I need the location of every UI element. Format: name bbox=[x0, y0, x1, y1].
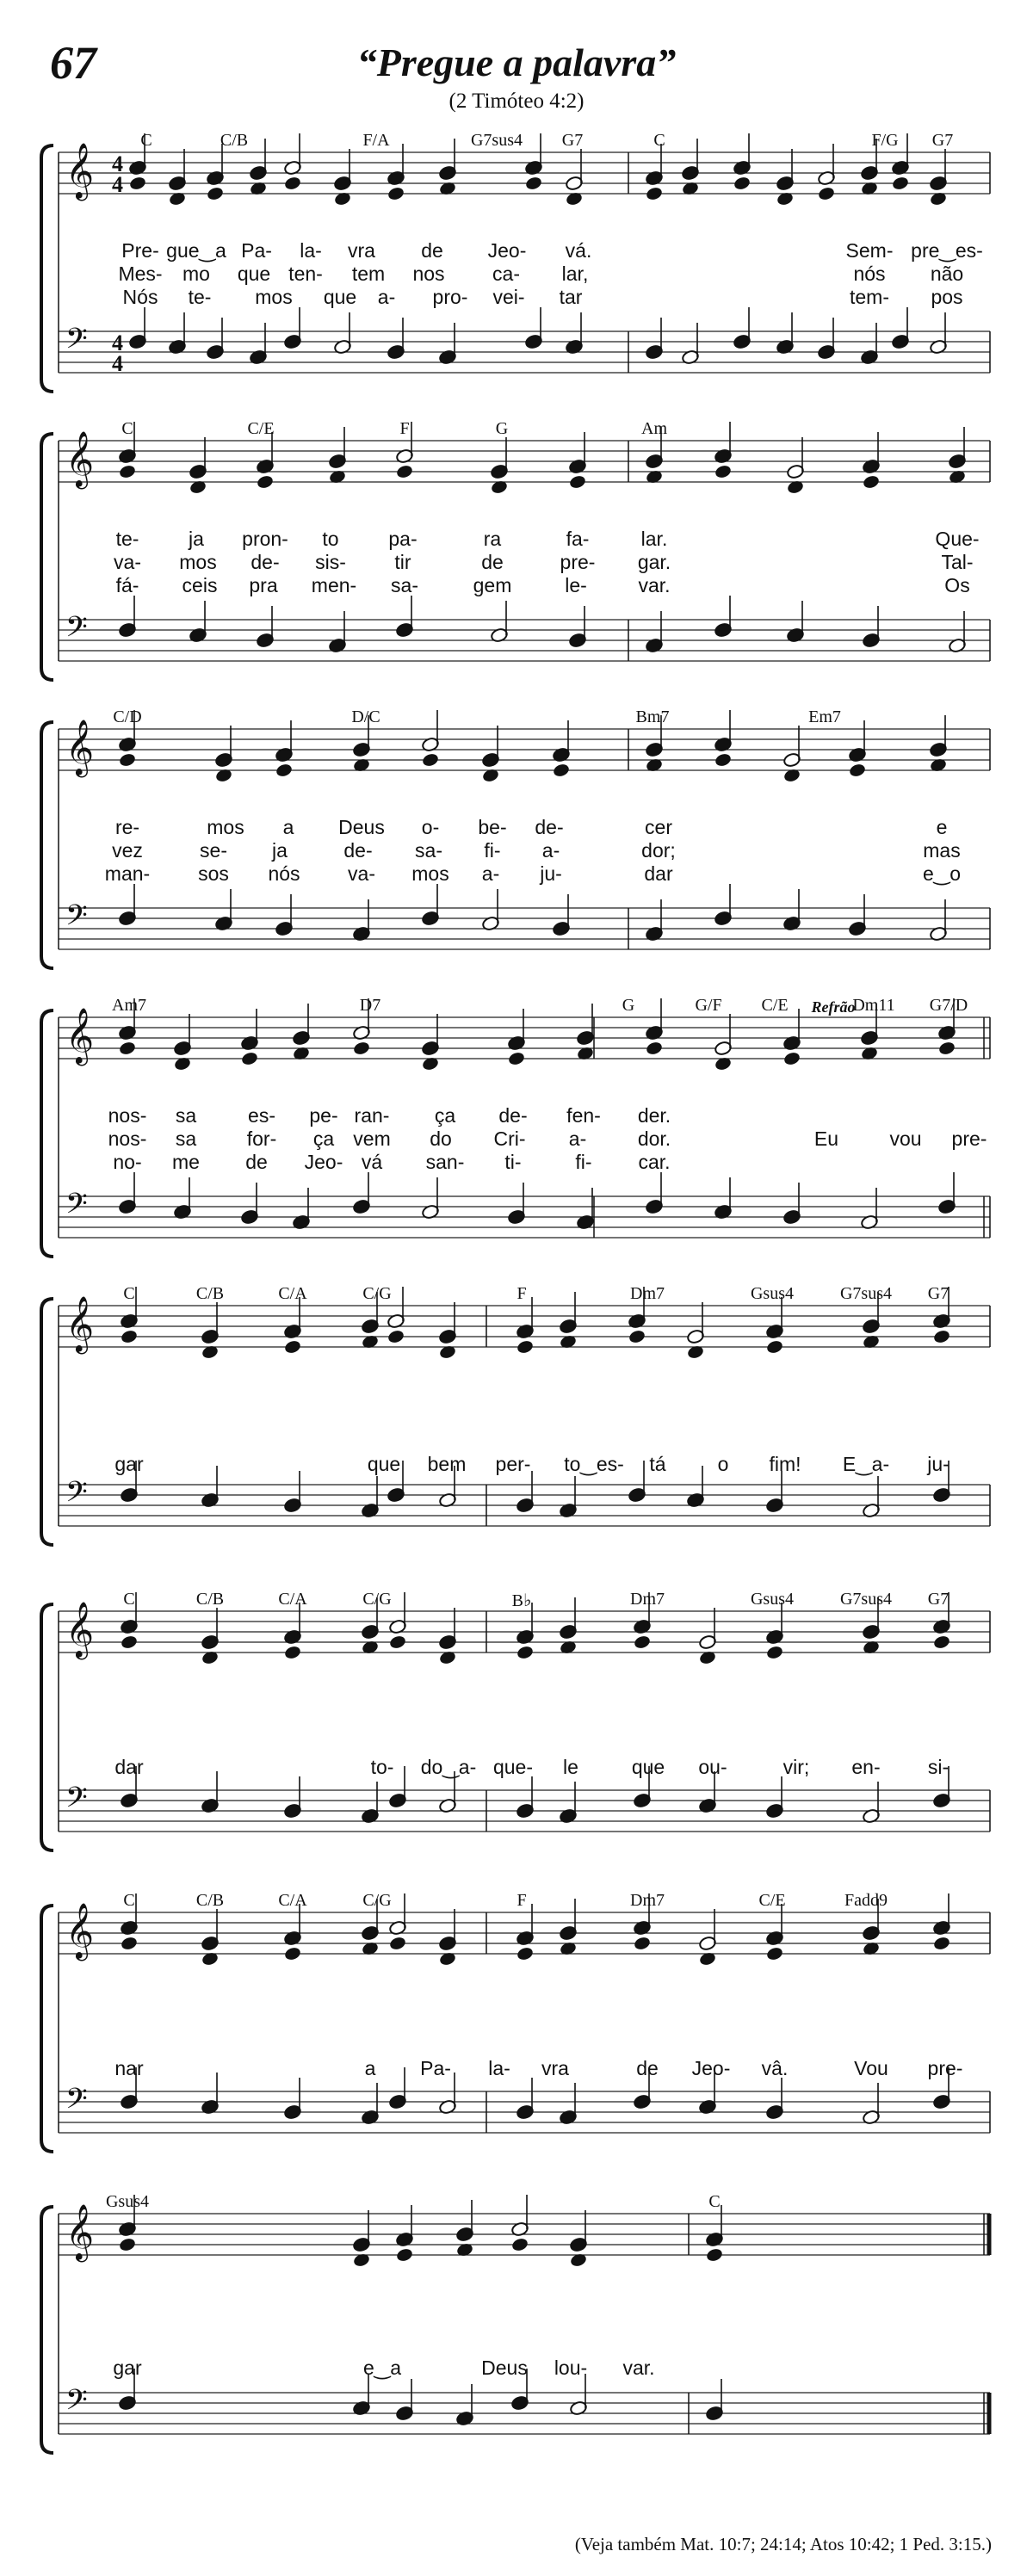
lyric-syllable: es- bbox=[248, 1104, 275, 1127]
lyric-syllable: Sem- bbox=[845, 239, 894, 262]
lyric-syllable: sos bbox=[198, 862, 229, 885]
lyric-syllable: ti- bbox=[504, 1151, 522, 1173]
chord-symbol: Fadd9 bbox=[844, 1891, 888, 1910]
lyric-syllable: Tal- bbox=[941, 551, 974, 573]
song-number: 67 bbox=[50, 37, 96, 89]
lyric-syllable: ja bbox=[272, 839, 288, 862]
lyric-syllable: ou- bbox=[698, 1756, 727, 1778]
chord-symbol: Bm7 bbox=[635, 707, 670, 726]
lyric-syllable: pra bbox=[249, 574, 278, 596]
lyric-syllable: te- bbox=[188, 286, 212, 308]
chord-symbol: C bbox=[653, 131, 665, 150]
lyric-syllable: vra bbox=[348, 239, 375, 262]
bass-clef-icon: 𝄢 bbox=[65, 1476, 88, 1516]
chord-symbol: Dm11 bbox=[852, 996, 895, 1015]
lyric-syllable: sa bbox=[175, 1127, 197, 1150]
chord-symbol: C bbox=[140, 131, 152, 150]
lyric-syllable: dar bbox=[644, 862, 673, 885]
lyric-syllable: to‿es- bbox=[564, 1453, 624, 1475]
lyric-syllable: nós bbox=[268, 862, 300, 885]
lyric-syllable: ceis bbox=[182, 574, 218, 596]
chord-symbol: Dm7 bbox=[630, 1284, 665, 1303]
lyric-syllable: dar bbox=[114, 1756, 144, 1778]
lyric-syllable: nar bbox=[114, 2057, 144, 2079]
chord-symbol: C bbox=[123, 1284, 135, 1303]
lyric-syllable: fim! bbox=[769, 1453, 801, 1475]
lyric-syllable: Mes- bbox=[118, 263, 163, 285]
lyric-syllable: va- bbox=[114, 551, 141, 573]
lyric-syllable: ca- bbox=[492, 263, 520, 285]
lyric-syllable: gue‿a bbox=[166, 239, 226, 262]
note-head bbox=[395, 2247, 413, 2263]
chord-symbol: C bbox=[123, 1891, 135, 1910]
lyric-syllable: Deus bbox=[338, 816, 385, 838]
chord-symbol: Am7 bbox=[112, 996, 146, 1015]
lyric-syllable: man- bbox=[104, 862, 151, 885]
lyric-syllable: do bbox=[430, 1127, 452, 1150]
lyric-syllable: men- bbox=[311, 574, 357, 596]
lyric-syllable: Deus bbox=[481, 2357, 528, 2379]
treble-clef-icon: 𝄞 bbox=[65, 143, 95, 199]
chord-symbol: F bbox=[516, 1891, 527, 1910]
chord-symbol: C bbox=[121, 419, 133, 438]
chord-symbol: G7/D bbox=[929, 996, 968, 1015]
lyric-syllable: fá- bbox=[115, 574, 139, 596]
chord-symbol: C/E bbox=[247, 419, 275, 438]
lyric-syllable: ran- bbox=[354, 1104, 390, 1127]
lyric-syllable: a bbox=[282, 816, 294, 838]
treble-clef-icon: 𝄞 bbox=[65, 1296, 95, 1352]
time-signature: 4 bbox=[112, 351, 123, 376]
chord-symbol: C/B bbox=[195, 1891, 225, 1910]
lyric-syllable: Pa- bbox=[241, 239, 272, 262]
lyric-syllable: que- bbox=[492, 1756, 534, 1778]
lyric-syllable: vei- bbox=[492, 286, 525, 308]
treble-clef-icon: 𝄞 bbox=[65, 1008, 95, 1064]
chord-symbol: Dm7 bbox=[630, 1590, 665, 1609]
lyric-syllable: ju- bbox=[927, 1453, 949, 1475]
lyric-syllable: pron- bbox=[242, 528, 288, 550]
lyric-syllable: le- bbox=[565, 574, 587, 596]
chord-symbol: G7sus4 bbox=[470, 131, 523, 150]
chord-symbol: C/A bbox=[278, 1284, 307, 1303]
lyric-syllable: não bbox=[930, 263, 964, 285]
chord-symbol: Gsus4 bbox=[105, 2192, 150, 2211]
bass-clef-icon: 𝄢 bbox=[65, 1188, 88, 1227]
lyric-syllable: lou- bbox=[554, 2357, 588, 2379]
lyric-syllable: de bbox=[636, 2057, 659, 2079]
chord-symbol: C/G bbox=[362, 1284, 392, 1303]
lyric-syllable: de bbox=[481, 551, 504, 573]
chord-symbol: C bbox=[708, 2192, 721, 2211]
lyric-syllable: san- bbox=[425, 1151, 465, 1173]
lyric-syllable: fi- bbox=[484, 839, 501, 862]
lyric-syllable: nos bbox=[412, 263, 445, 285]
lyric-syllable: e‿a bbox=[362, 2357, 402, 2379]
lyric-syllable: ten- bbox=[288, 263, 323, 285]
lyric-syllable: E‿a- bbox=[842, 1453, 890, 1475]
lyric-syllable: de bbox=[245, 1151, 268, 1173]
time-signature: 4 bbox=[112, 151, 123, 176]
chord-symbol: Dm7 bbox=[630, 1891, 665, 1910]
lyric-syllable: a- bbox=[568, 1127, 587, 1150]
lyric-syllable: sa bbox=[175, 1104, 197, 1127]
treble-clef-icon: 𝄞 bbox=[65, 1903, 95, 1959]
chord-symbol: G7 bbox=[561, 131, 584, 150]
lyric-syllable: nós bbox=[853, 263, 886, 285]
lyric-syllable: be- bbox=[478, 816, 507, 838]
bass-clef-icon: 𝄢 bbox=[65, 2083, 88, 2122]
chord-symbol: Am bbox=[641, 419, 667, 438]
lyric-syllable: la- bbox=[300, 239, 322, 262]
lyric-syllable: Cri- bbox=[493, 1127, 526, 1150]
lyric-syllable: per- bbox=[495, 1453, 531, 1475]
lyric-syllable: dor. bbox=[637, 1127, 671, 1150]
chord-symbol: C/B bbox=[195, 1590, 225, 1609]
lyric-syllable: se- bbox=[200, 839, 227, 862]
lyric-syllable: ra bbox=[483, 528, 502, 550]
lyric-syllable: te- bbox=[115, 528, 139, 550]
chord-symbol: C/G bbox=[362, 1891, 392, 1910]
chord-symbol: F bbox=[399, 419, 410, 438]
lyric-syllable: vra bbox=[541, 2057, 569, 2079]
note-head bbox=[118, 2237, 136, 2252]
lyric-syllable: Os bbox=[944, 574, 970, 596]
refrain-label: Refrão bbox=[811, 998, 856, 1016]
lyric-syllable: Que- bbox=[935, 528, 980, 550]
lyric-syllable: vâ. bbox=[761, 2057, 789, 2079]
song-title: “Pregue a palavra” bbox=[356, 40, 677, 84]
system-brace bbox=[41, 2207, 53, 2453]
lyric-syllable: la- bbox=[488, 2057, 510, 2079]
lyric-syllable: pre- bbox=[560, 551, 596, 573]
lyric-syllable: o- bbox=[421, 816, 440, 838]
note-head bbox=[705, 2247, 723, 2263]
lyric-syllable: Eu bbox=[813, 1127, 839, 1150]
lyric-syllable: var. bbox=[638, 574, 671, 596]
chord-symbol: G/F bbox=[695, 996, 722, 1015]
lyric-syllable: ça bbox=[312, 1127, 335, 1150]
chord-symbol: C/A bbox=[278, 1590, 307, 1609]
lyric-syllable: vem bbox=[353, 1127, 391, 1150]
lyric-syllable: mos bbox=[411, 862, 449, 885]
scripture-reference: (2 Timóteo 4:2) bbox=[448, 90, 585, 113]
chord-symbol: C/E bbox=[758, 1891, 786, 1910]
bass-clef-icon: 𝄢 bbox=[65, 899, 88, 939]
lyric-syllable: gem bbox=[473, 574, 512, 596]
lyric-syllable: der. bbox=[637, 1104, 671, 1127]
lyric-syllable: mos bbox=[255, 286, 293, 308]
lyric-syllable: fi- bbox=[575, 1151, 592, 1173]
bass-clef-icon: 𝄢 bbox=[65, 611, 88, 651]
lyric-syllable: a bbox=[364, 2057, 376, 2079]
lyric-syllable: pre- bbox=[927, 2057, 963, 2079]
lyric-syllable: to- bbox=[370, 1756, 394, 1778]
chord-symbol: G7 bbox=[927, 1284, 949, 1303]
chord-symbol: Em7 bbox=[808, 707, 841, 726]
lyric-syllable: de- bbox=[251, 551, 280, 573]
lyric-syllable: bem bbox=[427, 1453, 467, 1475]
lyric-syllable: mas bbox=[923, 839, 961, 862]
lyric-syllable: pre‿es- bbox=[911, 239, 983, 262]
lyric-syllable: re- bbox=[114, 816, 140, 838]
lyric-syllable: nos- bbox=[108, 1104, 147, 1127]
lyric-syllable: gar bbox=[114, 1453, 144, 1475]
lyric-syllable: e bbox=[936, 816, 948, 838]
lyric-syllable: que bbox=[631, 1756, 665, 1778]
chord-symbol: F/G bbox=[871, 131, 899, 150]
lyric-syllable: ju- bbox=[540, 862, 562, 885]
chord-symbol: C/B bbox=[195, 1284, 225, 1303]
treble-clef-icon: 𝄞 bbox=[65, 1602, 95, 1658]
chord-symbol: D/C bbox=[351, 707, 380, 726]
lyric-syllable: sa- bbox=[415, 839, 442, 862]
lyric-syllable: de- bbox=[535, 816, 564, 838]
lyric-syllable: fa- bbox=[566, 528, 590, 550]
chord-symbol: G bbox=[622, 996, 635, 1015]
lyric-syllable: pe- bbox=[309, 1104, 338, 1127]
lyric-syllable: vir; bbox=[782, 1756, 810, 1778]
footnote: (Veja também Mat. 10:7; 24:14; Atos 10:42; 1 Ped. 3:15.) bbox=[574, 2534, 992, 2554]
chord-symbol: C bbox=[123, 1590, 135, 1609]
chord-symbol: G7sus4 bbox=[839, 1284, 893, 1303]
lyric-syllable: pre- bbox=[951, 1127, 987, 1150]
lyric-syllable: pos bbox=[931, 286, 963, 308]
lyric-syllable: tir bbox=[394, 551, 411, 573]
lyric-syllable: pa- bbox=[388, 528, 418, 550]
lyric-syllable: Jeo- bbox=[487, 239, 527, 262]
bass-clef-icon: 𝄢 bbox=[65, 1782, 88, 1821]
chord-symbol: G bbox=[495, 419, 509, 438]
note-head bbox=[510, 2237, 529, 2252]
lyric-syllable: for- bbox=[246, 1127, 277, 1150]
lyric-syllable: pro- bbox=[432, 286, 468, 308]
lyric-syllable: me bbox=[172, 1151, 200, 1173]
lyric-syllable: car. bbox=[638, 1151, 671, 1173]
lyric-syllable: tem bbox=[351, 263, 386, 285]
chord-symbol: C/G bbox=[362, 1590, 392, 1609]
lyric-syllable: to bbox=[322, 528, 339, 550]
lyric-syllable: nos- bbox=[108, 1127, 147, 1150]
lyric-syllable: ça bbox=[434, 1104, 456, 1127]
chord-symbol: Gsus4 bbox=[750, 1284, 795, 1303]
chord-symbol: G7 bbox=[927, 1590, 949, 1609]
lyric-syllable: vez bbox=[112, 839, 143, 862]
chord-symbol: C/B bbox=[220, 131, 249, 150]
lyric-syllable: o bbox=[717, 1453, 729, 1475]
lyric-syllable: tar bbox=[559, 286, 583, 308]
lyric-syllable: Pa- bbox=[420, 2057, 451, 2079]
lyric-syllable: a- bbox=[541, 839, 560, 862]
lyric-syllable: si- bbox=[927, 1756, 949, 1778]
bass-clef-icon: 𝄢 bbox=[65, 2384, 88, 2424]
lyric-syllable: vá. bbox=[565, 239, 592, 262]
lyric-syllable: sa- bbox=[391, 574, 418, 596]
chord-symbol: C/A bbox=[278, 1891, 307, 1910]
chord-symbol: Gsus4 bbox=[750, 1590, 795, 1609]
time-signature: 4 bbox=[112, 172, 123, 197]
lyric-syllable: que bbox=[367, 1453, 401, 1475]
lyric-syllable: le bbox=[563, 1756, 578, 1778]
lyric-syllable: tem- bbox=[850, 286, 889, 308]
lyric-syllable: que bbox=[323, 286, 357, 308]
lyric-syllable: gar bbox=[113, 2357, 142, 2379]
treble-clef-icon: 𝄞 bbox=[65, 431, 95, 487]
chord-symbol: C/D bbox=[113, 707, 142, 726]
lyric-syllable: de- bbox=[343, 839, 373, 862]
lyric-syllable: mos bbox=[179, 551, 217, 573]
lyric-syllable: Pre- bbox=[121, 239, 159, 262]
lyric-syllable: vou bbox=[889, 1127, 922, 1150]
lyric-syllable: a- bbox=[481, 862, 500, 885]
lyric-syllable: e‿o bbox=[922, 862, 962, 885]
lyric-syllable: en- bbox=[851, 1756, 881, 1778]
chord-symbol: F/A bbox=[362, 131, 390, 150]
lyric-syllable: gar. bbox=[637, 551, 671, 573]
lyric-syllable: do‿a- bbox=[420, 1756, 477, 1778]
lyric-syllable: lar, bbox=[561, 263, 589, 285]
lyric-syllable: de bbox=[421, 239, 443, 262]
lyric-syllable: Jeo- bbox=[691, 2057, 731, 2079]
lyric-syllable: tá bbox=[649, 1453, 666, 1475]
bass-clef-icon: 𝄢 bbox=[65, 323, 88, 362]
lyric-syllable: Vou bbox=[854, 2057, 888, 2079]
treble-staff bbox=[59, 2214, 990, 2255]
lyric-syllable: ja bbox=[189, 528, 204, 550]
lyric-syllable: cer bbox=[645, 816, 672, 838]
chord-symbol: D7 bbox=[359, 996, 381, 1015]
treble-clef-icon: 𝄞 bbox=[65, 720, 95, 775]
chord-symbol: B♭ bbox=[511, 1591, 532, 1610]
lyric-syllable: vá bbox=[361, 1151, 383, 1173]
chord-symbol: F bbox=[516, 1284, 527, 1303]
chord-symbol: G7sus4 bbox=[839, 1590, 893, 1609]
lyric-syllable: que bbox=[237, 263, 271, 285]
lyric-syllable: sis- bbox=[315, 551, 346, 573]
lyric-syllable: de- bbox=[498, 1104, 528, 1127]
lyric-syllable: mo bbox=[182, 263, 210, 285]
lyric-syllable: a- bbox=[377, 286, 396, 308]
lyric-syllable: var. bbox=[622, 2357, 655, 2379]
time-signature: 4 bbox=[112, 330, 123, 355]
chord-symbol: G7 bbox=[931, 131, 954, 150]
lyric-syllable: fen- bbox=[566, 1104, 601, 1127]
treble-clef-icon: 𝄞 bbox=[65, 2204, 95, 2260]
lyric-syllable: mos bbox=[207, 816, 244, 838]
lyric-syllable: Jeo- bbox=[304, 1151, 343, 1173]
lyric-syllable: no- bbox=[113, 1151, 142, 1173]
lyric-syllable: lar. bbox=[640, 528, 668, 550]
chord-symbol: C/E bbox=[761, 996, 789, 1015]
lyric-syllable: dor; bbox=[641, 839, 676, 862]
lyric-syllable: va- bbox=[348, 862, 375, 885]
lyric-syllable: Nós bbox=[122, 286, 158, 308]
